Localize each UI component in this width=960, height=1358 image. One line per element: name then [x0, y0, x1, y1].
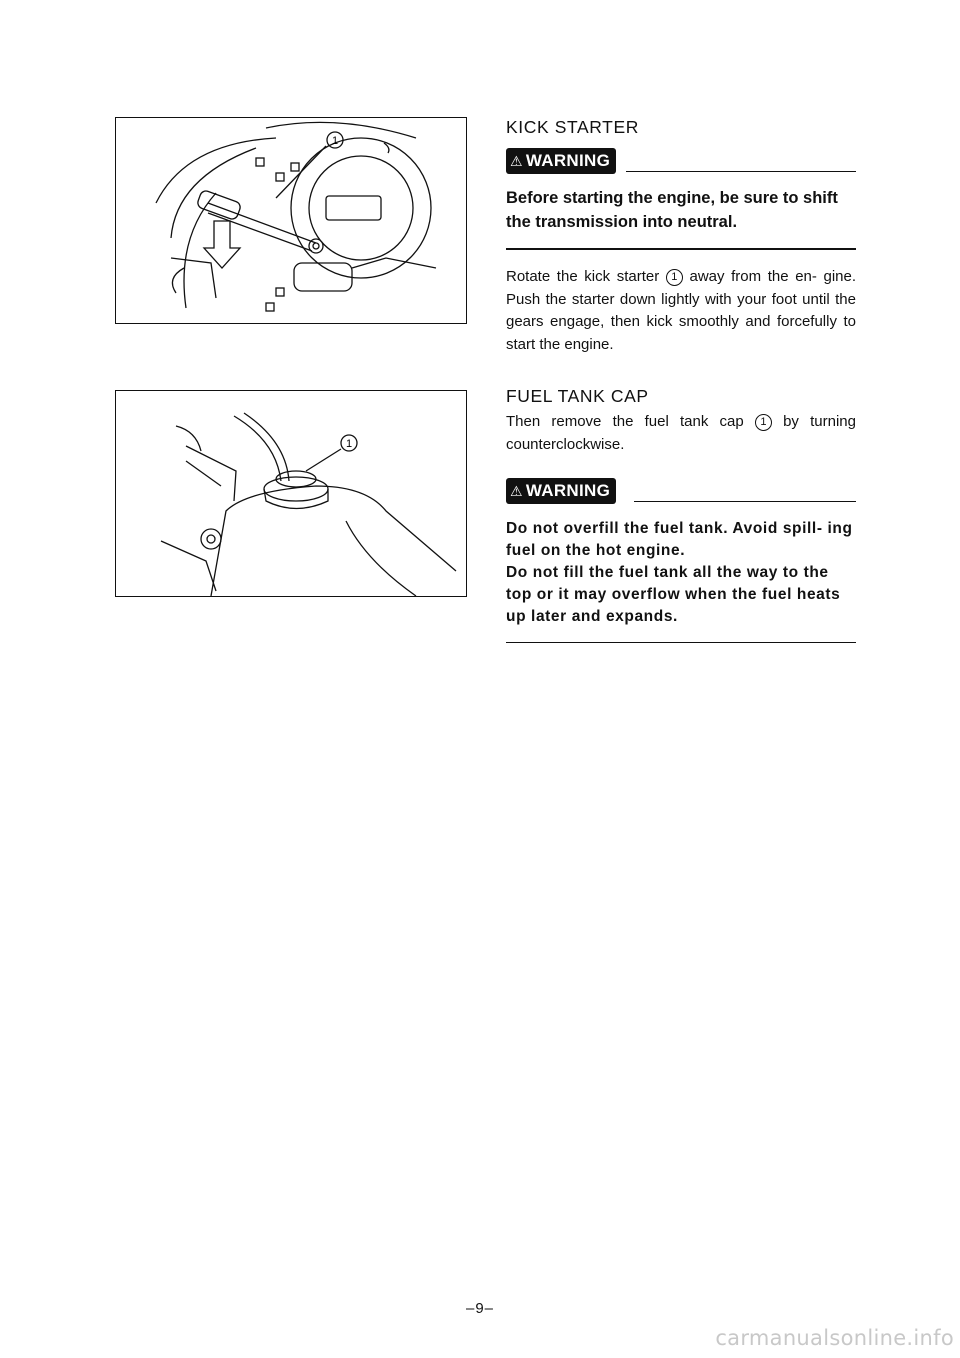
warning-badge [506, 148, 616, 174]
callout-number: 1 [666, 269, 683, 286]
warning-text: Do not overfill the fuel tank. Avoid spill- ing fuel on the hot engine. [506, 520, 853, 559]
watermark: carmanualsonline.info [715, 1326, 954, 1350]
page-number: –9– [465, 1300, 495, 1317]
divider [506, 248, 856, 250]
body-text-end: by turning counterclockwise. [506, 413, 856, 453]
fuel-tank-cap-section [506, 386, 856, 643]
body-text [506, 411, 856, 456]
warning-label: WARNING [525, 481, 611, 500]
kick-starter-illustration [115, 117, 467, 324]
divider [634, 501, 856, 502]
warning-label: WARNING [525, 151, 611, 170]
body-text-end: away from the en- gine. Push the starter down lightly with your foot until the gears engage, then kick smoothly and forcefully to start the engine. [506, 268, 857, 353]
fuel-tank-cap-illustration [115, 390, 467, 597]
figure-callout: 1 [345, 438, 353, 450]
warning-text: Do not fill the fuel tank all the way to the top or it may overflow when the fuel heats up later and expands. [506, 564, 841, 625]
warning-header [506, 148, 856, 174]
warning-triangle-icon: ⚠ [510, 483, 523, 499]
warning-triangle-icon: ⚠ [510, 153, 523, 169]
divider [626, 171, 856, 172]
body-text-start: Then remove the fuel tank cap [506, 413, 744, 430]
warning-text: Before starting the engine, be sure to shift the transmission into neutral. [506, 189, 838, 231]
warning-badge [506, 478, 616, 504]
fuel-tank-drawing [116, 391, 466, 596]
section-title: FUEL TANK CAP [506, 386, 649, 406]
section-title: KICK STARTER [506, 117, 639, 137]
body-text [506, 266, 856, 356]
body-text-start: Rotate the kick starter [506, 268, 660, 285]
warning-header [506, 478, 856, 504]
kick-starter-section [506, 117, 856, 356]
kick-starter-drawing [116, 118, 466, 323]
divider [506, 642, 856, 643]
figure-callout: 1 [331, 135, 339, 147]
callout-number: 1 [755, 414, 772, 431]
